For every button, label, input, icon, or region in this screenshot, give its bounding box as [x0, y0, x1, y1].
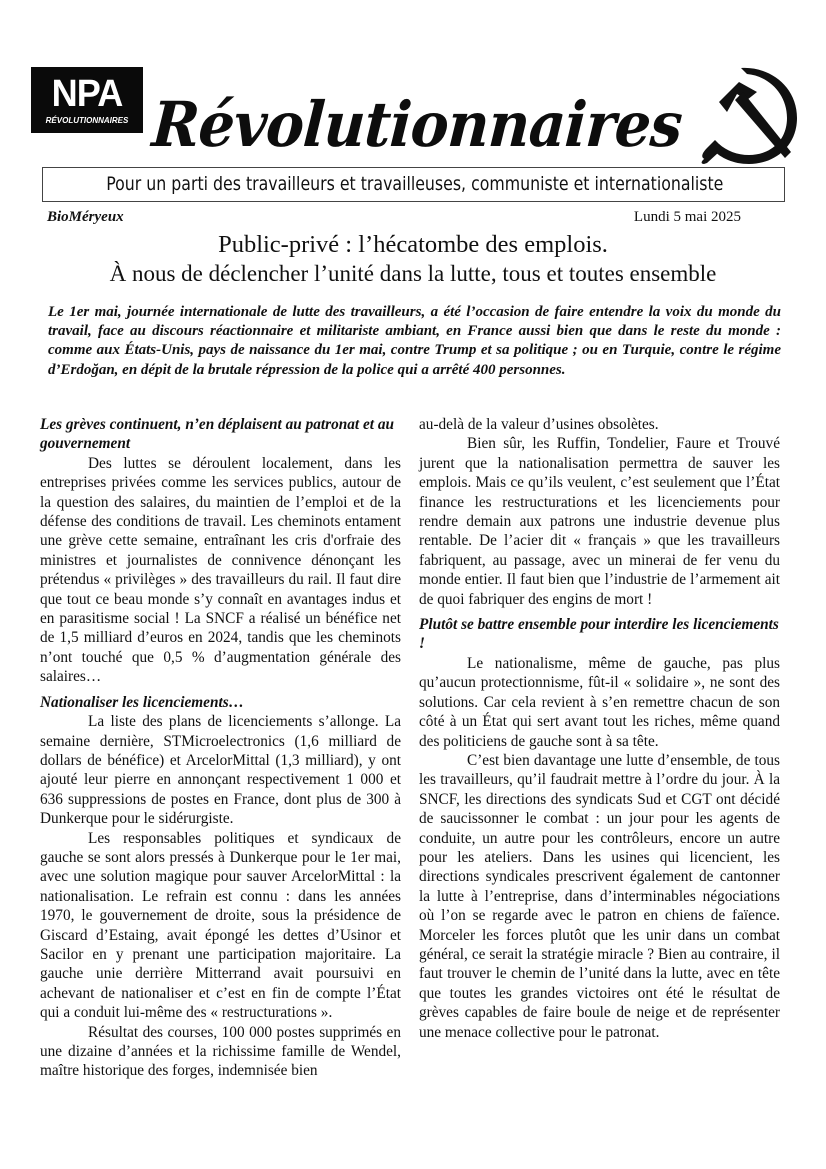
article-paragraph: Résultat des courses, 100 000 postes supprimés en une dizaine d’années et la richissime famille de Wendel, maître historique des forges, indemnisée bien	[40, 1023, 401, 1080]
section-heading: Plutôt se battre ensemble pour interdire les licenciements !	[419, 616, 779, 653]
tagline-box	[42, 167, 785, 202]
hammer-and-sickle-icon	[697, 66, 802, 166]
tagline-text: Pour un parti des travailleurs et travailleuses, communiste et internationaliste	[106, 173, 724, 195]
logo-main-text: NPA	[51, 73, 123, 115]
column-right	[419, 415, 780, 1042]
article-paragraph: Des luttes se déroulent localement, dans les entreprises privées comme les services publics, autour de la question des salaires, du maintien de l’emploi et de la défense des conditions de travail. Les cheminots entament une grève cette semaine, entraînant les cris d'orfraie des ministres et journalistes de connivence dénonçant les prétendus « privilèges » des travailleurs du rail. Il faut dire que tout ce beau monde s’y connaît en avantages indus et en parasitisme social ! La SNCF a réalisé un bénéfice net de 1,5 milliard d’euros en 2024, tandis que les cheminots n’ont touché que 0,5 % d’augmentation générale des salaires…	[40, 454, 401, 686]
company-label: BioMéryeux	[47, 209, 124, 225]
npa-logo	[31, 67, 143, 133]
masthead-title: Révolutionnaires	[149, 88, 684, 161]
intro-paragraph: Le 1er mai, journée internationale de lutte des travailleurs, a été l’occasion de faire entendre la voix du monde du travail, face au discours réactionnaire et militariste ambiant, en France aussi bien que dans le reste du monde : comme aux États-Unis, pays de naissance du 1er mai, contre Trump et sa politique ; ou en Turquie, contre le régime d’Erdoğan, en dépit de la brutale répression de la police qui a arrêté 400 personnes.	[48, 304, 781, 378]
article-paragraph: Les responsables politiques et syndicaux de gauche se sont alors pressés à Dunkerque pour le 1er mai, avec une solution magique pour sauver ArcelorMittal : la nationalisation. Le refrain est connu : dans les années 1970, le gouvernement de droite, sous la présidence de Giscard d’Estaing, avait épongé les dettes d’Usinor et Sacilor en y prenant une participation majoritaire. La gauche unie derrière Mitterrand avait poursuivi en achevant de nationaliser et c’est en fin de compte l’État qui a conduit lui-même des « restructurations ».	[40, 829, 401, 1022]
headline-main: Public-privé : l’hécatombe des emplois.	[218, 231, 608, 258]
article-paragraph: C’est bien davantage une lutte d’ensemble, de tous les travailleurs, qu’il faudrait mettre à l’ordre du jour. À la SNCF, les directions des syndicats Sud et CGT ont décidé de saucissonner le combat : un jour pour les agents de conduite, un autre pour les contrôleurs, encore un autre pour les ateliers. Dans les usines qui licencient, les directions syndicales prescrivent également de cantonner la lutte à l’entreprise, dans d’interminables négociations où l’on se regarde avec le patron en chiens de faïence. Morceler les forces plutôt que les unir dans un combat général, ce serait la stratégie miracle ? Bien au contraire, il faut trouver le chemin de l’unité dans la lutte, avec en tête que toutes les grandes victoires ont été le résultat de grèves capables de faire boule de neige et de représenter une menace collective pour le patronat.	[419, 751, 780, 1041]
logo-sub-text: RÉVOLUTIONNAIRES	[45, 116, 129, 125]
article-paragraph: Bien sûr, les Ruffin, Tondelier, Faure et Trouvé jurent que la nationalisation permettra de sauver les emplois. Mais ce qu’ils veulent, c’est seulement que l’État finance les restructurations et les licenciements pour rendre demain aux patrons une industrie devenue plus rentable. De l’acier dit « français » que les travailleurs fabriquent, au passage, avec un minerai de fer venu du monde entier. Il faut bien que l’industrie de l’armement ait de quoi fabriquer des engins de mort !	[419, 435, 780, 608]
issue-date: Lundi 5 mai 2025	[633, 209, 741, 225]
article-paragraph: La liste des plans de licenciements s’allonge. La semaine dernière, STMicroelectronics (1,6 milliard de dollars de bénéfice) et ArcelorMittal (1,3 milliard), y ont ajouté leur pierre en annonçant respectivement 1 000 et 636 suppressions de postes en France, dont plus de 300 à Dunkerque pour le sidérurgiste.	[40, 713, 401, 828]
column-left	[40, 415, 401, 1081]
article-paragraph-continued: au-delà de la valeur d’usines obsolètes.	[419, 416, 659, 433]
headline-sub: À nous de déclencher l’unité dans la lutte, tous et toutes ensemble	[109, 261, 717, 286]
section-heading: Les grèves continuent, n’en déplaisent au patronat et au gouvernement	[40, 416, 394, 453]
section-heading: Nationaliser les licenciements…	[40, 693, 244, 711]
article-paragraph: Le nationalisme, même de gauche, pas plus qu’aucun protectionnisme, fût-il « solidaire », ne sont des solutions. Car cela revient à s’en remettre chacun de son côté à un État qui sert avant tout les riches, même quand des politiciens de gauche sont à sa tête.	[419, 654, 780, 750]
